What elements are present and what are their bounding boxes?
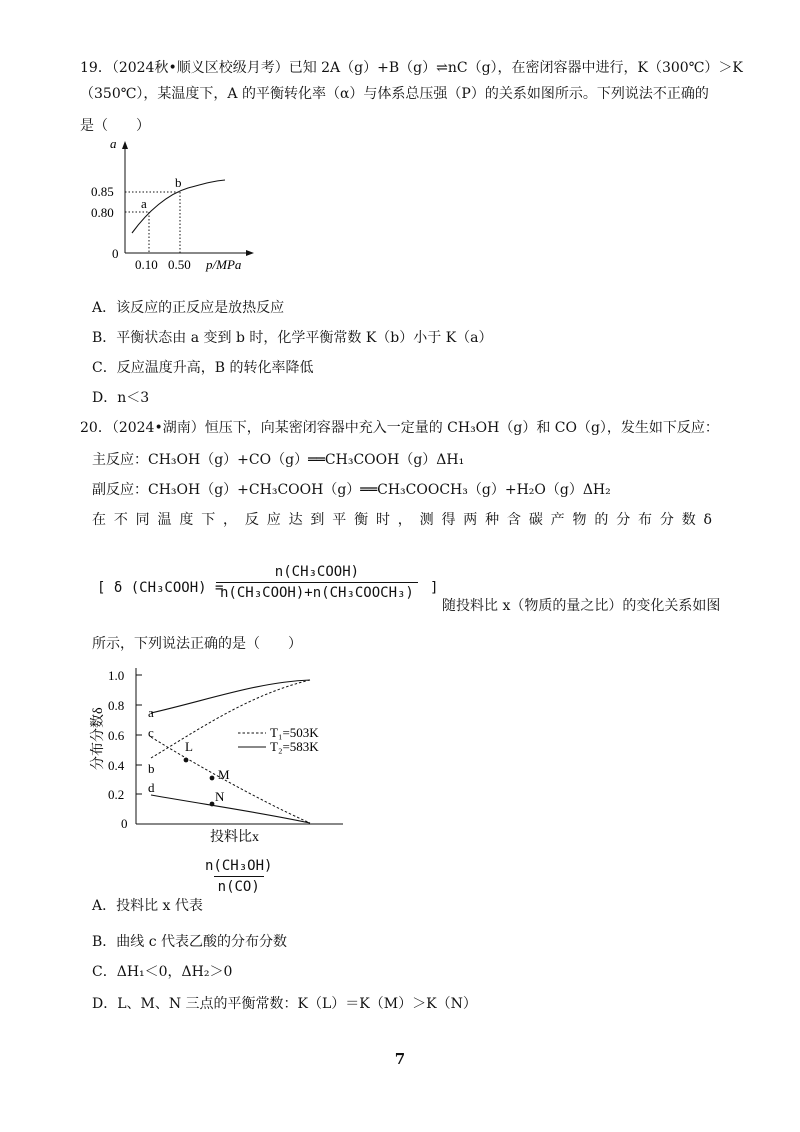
q19-ytick-0: 0 [112, 246, 119, 261]
q20-side-equation: CH₃OH（g）+CH₃COOH（g）══CH₃COOCH₃（g）+H₂O（g）ΔH₂ [148, 482, 611, 498]
q20-ytick-04: 0.4 [108, 758, 125, 773]
q20-curve-d [151, 795, 310, 823]
q19-option-d: D．n＜3 [92, 390, 150, 406]
q20-line4: 在不同温度下，反应达到平衡时，测得两种含碳产物的分布分数δ [92, 512, 712, 528]
q20-option-c: C．ΔH₁＜0，ΔH₂＞0 [92, 964, 233, 980]
q20-point-m: M [218, 767, 230, 782]
q20-point-l: L [185, 739, 193, 754]
q20-formula-right: ] [430, 580, 439, 596]
q20-main-reaction [92, 450, 464, 470]
q20-point-n-marker [210, 802, 215, 807]
q20-formula-left: [ δ (CH₃COOH) = [97, 580, 224, 596]
q20-x-axis-label: 投料比x [210, 830, 259, 845]
q20-legend-t1: T₁=503K [270, 725, 319, 740]
q20-y-axis-label: 分布分数δ [91, 707, 106, 770]
q20-option-d: D．L、M、N 三点的平衡常数：K（L）＝K（M）＞K（N） [92, 996, 477, 1012]
q19-line1: 19．（2024秋•顺义区校级月考）已知 2A（g）+B（g）⇌nC（g），在密闭容器中进行，K（300℃）＞K [80, 60, 743, 76]
q20-ytick-0: 0 [121, 816, 128, 831]
q20-line6: 所示，下列说法正确的是（ ） [92, 636, 302, 652]
q19-xtick-010: 0.10 [135, 257, 158, 272]
q19-ytick-080: 0.80 [91, 205, 114, 220]
q20-ytick-02: 0.2 [108, 787, 125, 802]
q20-formula-denominator: n(CH₃COOH)+n(CH₃COOCH₃) [216, 582, 418, 601]
q20-option-a-numerator: n(CH₃OH) [205, 858, 273, 874]
q20-point-l-marker [184, 758, 189, 763]
q20-main-equation: CH₃OH（g）+CO（g）══CH₃COOH（g）ΔH₁ [148, 452, 465, 468]
q20-curve-a [151, 680, 310, 713]
q20-side-label: 副反应： [92, 482, 148, 498]
q19-x-axis-label: p/MPa [206, 257, 242, 272]
page-number: 7 [394, 1050, 406, 1068]
q20-ytick-06: 0.6 [108, 728, 125, 743]
q20-option-a-denominator: n(CO) [214, 876, 264, 895]
q20-line1: 20．（2024•湖南）恒压下，向某密闭容器中充入一定量的 CH₃OH（g）和 CO（g），发生如下反应： [80, 420, 719, 436]
q19-point-b: b [175, 175, 182, 190]
q19-point-a: a [141, 196, 147, 211]
q19-line2: （350℃），某温度下，A 的平衡转化率（α）与体系总压强（P）的关系如图所示。下列说法不正确的 [80, 86, 709, 102]
q20-formula-numerator: n(CH₃COOH) [274, 564, 360, 580]
q19-line3: 是（ ） [80, 118, 150, 134]
q19-option-c: C．反应温度升高，B 的转化率降低 [92, 360, 314, 376]
q20-curve-label-c: c [148, 725, 154, 740]
q20-ytick-10: 1.0 [108, 668, 125, 683]
q19-option-a: A．该反应的正反应是放热反应 [92, 300, 285, 316]
q20-point-n: N [215, 789, 225, 804]
q20-side-reaction [92, 480, 611, 500]
q19-y-axis-label: a [110, 136, 117, 151]
q20-point-m-marker [210, 776, 215, 781]
q20-ytick-08: 0.8 [108, 698, 125, 713]
q20-curve-label-b: b [148, 761, 155, 776]
q20-option-a-fraction [201, 858, 276, 895]
q20-option-a: A．投料比 x 代表 [92, 898, 203, 914]
q19-ytick-085: 0.85 [91, 184, 114, 199]
q20-main-label: 主反应： [92, 452, 148, 468]
q20-option-b: B．曲线 c 代表乙酸的分布分数 [92, 934, 288, 950]
q20-formula-fraction [216, 564, 418, 601]
q20-after-formula: 随投料比 x（物质的量之比）的变化关系如图 [442, 598, 721, 614]
q20-curve-label-d: d [148, 780, 155, 795]
q19-xtick-050: 0.50 [168, 257, 191, 272]
q20-curve-label-a: a [148, 705, 154, 720]
q19-chart [88, 136, 268, 276]
q19-option-b: B．平衡状态由 a 变到 b 时，化学平衡常数 K（b）小于 K（a） [92, 330, 493, 346]
q20-chart [88, 660, 358, 845]
q20-legend-t2: T₂=583K [270, 739, 319, 754]
